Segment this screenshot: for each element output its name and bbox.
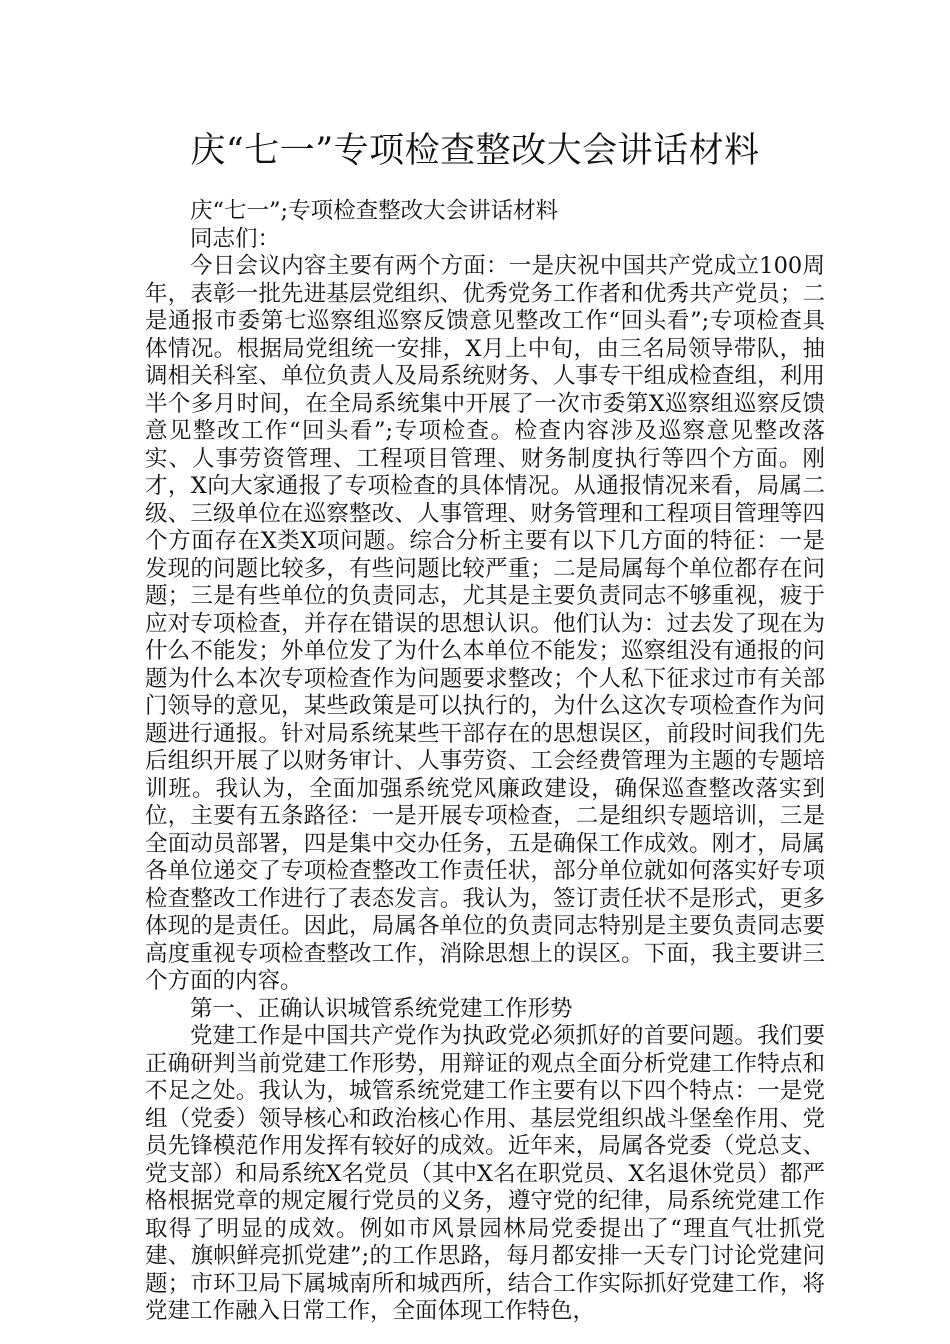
section-heading: 第一、正确认识城管系统党建工作形势 — [190, 995, 573, 1022]
salutation: 同志们： — [190, 225, 281, 252]
document-body — [145, 198, 825, 1326]
document-title: 庆“七一”专项检查整改大会讲话材料 — [190, 131, 760, 171]
body-paragraph: 党建工作是中国共产党作为执政党必须抓好的首要问题。我们要正确研判当前党建工作形势，用辩证的观点全面分析党建工作特点和不足之处。我认为，城管系统党建工作主要有以下四个特点：一是党组（党委）领导核心和政治核心作用、基层党组织战斗堡垒作用、党员先锋模范作用发挥有较好的成效。近年来，局属各党委（党总支、党支部）和局系统X名党员（其中X名在职党员、X名退休党员）都严格根据党章的规定履行党员的义务，遵守党的纪律，局系统党建工作取得了明显的成效。例如市风景园林局党委提出了“理直气壮抓党建、旗帜鲜亮抓党建”;的工作思路，每月都安排一天专门讨论党建问题；市环卫局下属城南所和城西所，结合工作实际抓好党建工作，将党建工作融入日常工作，全面体现工作特色， — [145, 1023, 825, 1324]
subtitle-line: 庆“七一”;专项检查整改大会讲话材料 — [190, 198, 559, 224]
body-paragraph: 今日会议内容主要有两个方面：一是庆祝中国共产党成立100周年，表彰一批先进基层党组织、优秀党务工作者和优秀共产党员；二是通报市委第七巡察组巡察反馈意见整改工作“回头看”;专项检查具体情况。根据局党组统一安排，X月上中旬，由三名局领导带队，抽调相关科室、单位负责人及局系统财务、人事专干组成检查组，利用半个多月时间，在全局系统集中开展了一次市委第X巡察组巡察反馈意见整改工作“回头看”;专项检查。检查内容涉及巡察意见整改落实、人事劳资管理、工程项目管理、财务制度执行等四个方面。刚才，X向大家通报了专项检查的具体情况。从通报情况来看，局属二级、三级单位在巡察整改、人事管理、财务管理和工程项目管理等四个方面存在X类X项问题。综合分析主要有以下几方面的特征：一是发现的问题比较多，有些问题比较严重；二是局属每个单位都存在问题；三是有些单位的负责同志，尤其是主要负责同志不够重视，疲于应对专项检查，并存在错误的思想认识。他们认为：过去发了现在为什么不能发；外单位发了为什么本单位不能发；巡察组没有通报的问题为什么本次专项检查作为问题要求整改；个人私下征求过市有关部门领导的意见，某些政策是可以执行的，为什么这次专项检查作为问题进行通报。针对局系统某些干部存在的思想误区，前段时间我们先后组织开展了以财务审计、人事劳资、工会经费管理为主题的专题培训班。我认为，全面加强系统党风廉政建设，确保巡查整改落实到位，主要有五条路径：一是开展专项检查，二是组织专题培训，三是全面动员部署，四是集中交办任务，五是确保工作成效。刚才，局属各单位递交了专项检查整改工作责任状，部分单位就如何落实好专项检查整改工作进行了表态发言。我认为，签订责任状不是形式，更多体现的是责任。因此，局属各单位的负责同志特别是主要负责同志要高度重视专项检查整改工作，消除思想上的误区。下面，我主要讲三个方面的内容。 — [145, 253, 825, 994]
